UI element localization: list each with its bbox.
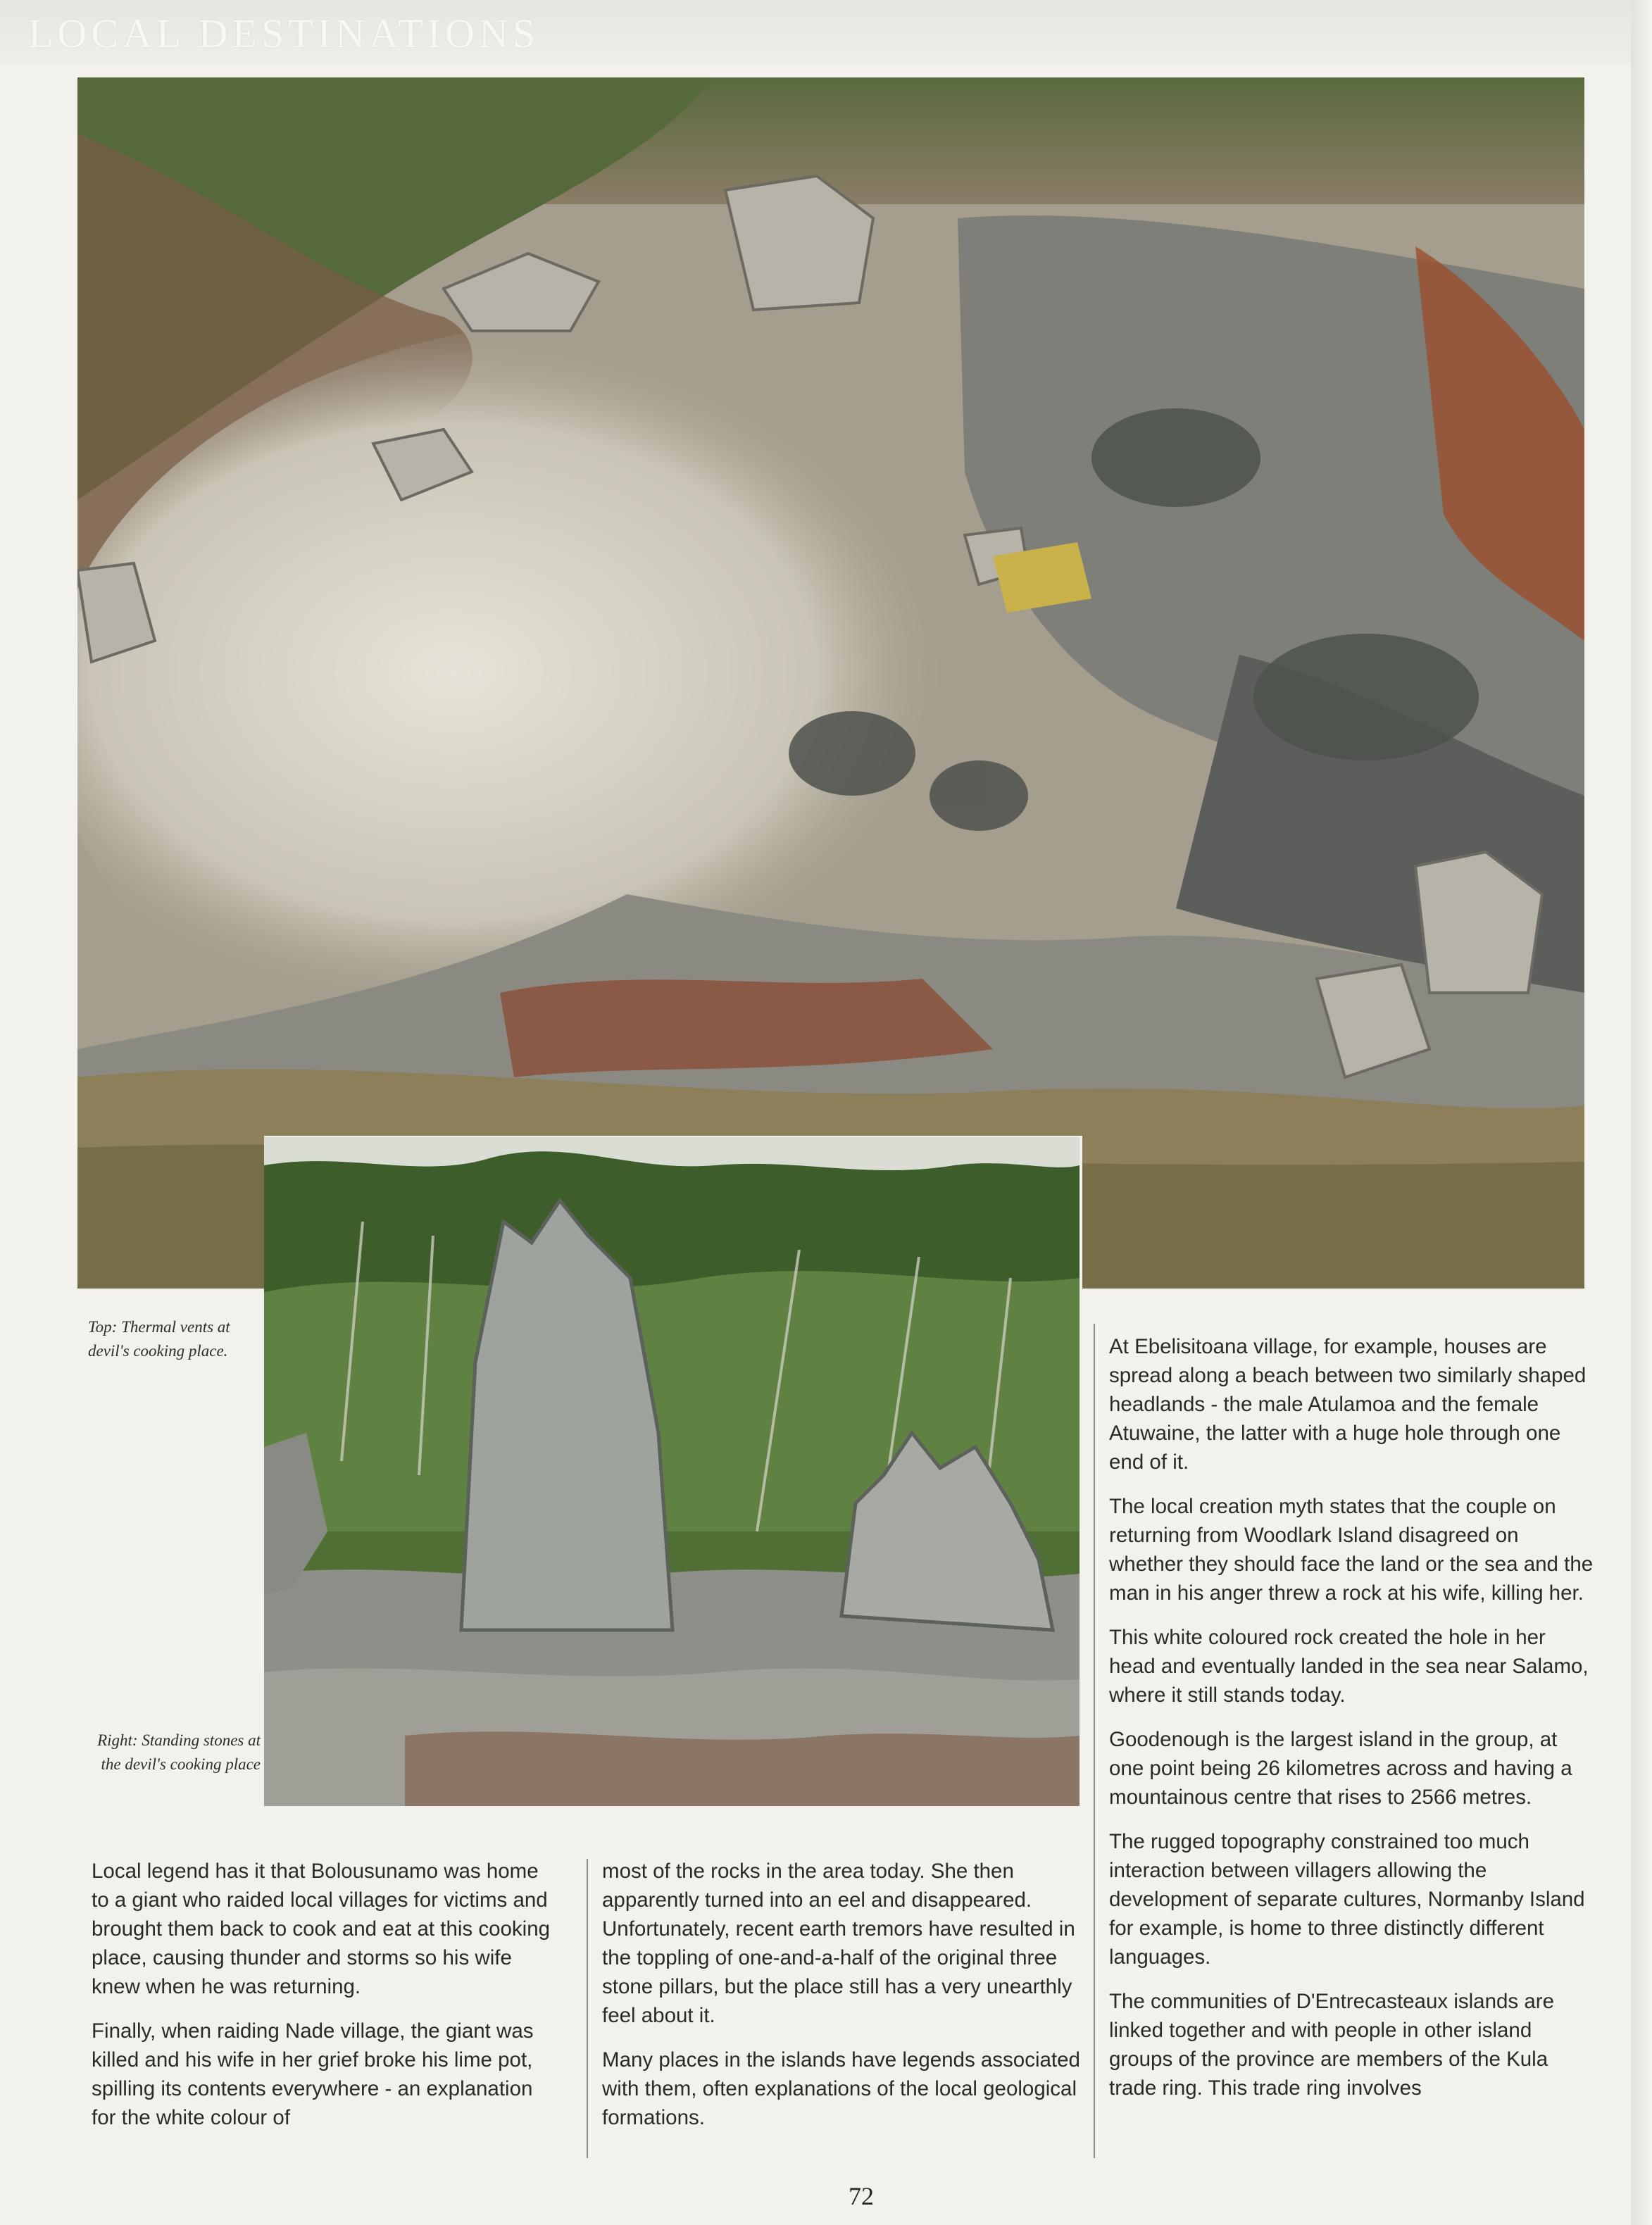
paragraph: Finally, when raiding Nade village, the giant was killed and his wife in her grief broke his lime pot, spilling its contents everywhere - an explanation for the white colour of — [92, 2019, 534, 2129]
paragraph: The communities of D'Entrecasteaux islands are linked together and with people in other island groups of the province are members of the Kula trade ring. This trade ring involves — [1109, 1990, 1554, 2100]
caption-right: Right: Standing stones at the devil's cooking place — [97, 1731, 261, 1773]
paragraph: The local creation myth states that the couple on returning from Woodlark Island disagreed on whether they should face the land or the sea and the man in his anger threw a rock at his wife, killing her. — [1109, 1495, 1594, 1605]
paragraph: Many places in the islands have legends associated with them, often explanations of the local geological formations. — [602, 2048, 1080, 2129]
text-column-left — [92, 1857, 556, 2148]
page-edge — [1631, 0, 1652, 2225]
column-rule — [1094, 1324, 1095, 2158]
paragraph: This white coloured rock created the hole in her head and eventually landed in the sea near Salamo, where it still stands today. — [1109, 1626, 1589, 1707]
section-header: LOCAL DESTINATIONS — [28, 11, 540, 56]
column-rule — [587, 1859, 588, 2158]
text-column-right — [1109, 1332, 1595, 2118]
paragraph: Local legend has it that Bolousunamo was home to a giant who raided local villages for victims and brought them back to cook and eat at this cooking place, causing thunder and storms so his wife knew when he was returning. — [92, 1860, 551, 1998]
paragraph: Goodenough is the largest island in the group, at one point being 26 kilometres across and having a mountainous centre that rises to 2566 metres. — [1109, 1728, 1572, 1809]
paragraph: most of the rocks in the area today. She then apparently turned into an eel and disappeared. Unfortunately, recent earth tremors have resulted in the toppling of one-and-a-half of the original three stone pillars, but the place still has a very unearthly feel about it. — [602, 1860, 1075, 2027]
paragraph: The rugged topography constrained too much interaction between villagers allowing the development of separate cultures, Normanby Island for example, is home to three distinctly different languages. — [1109, 1830, 1585, 1969]
paragraph: At Ebelisitoana village, for example, houses are spread along a beach between two similarly shaped headlands - the male Atulamoa and the female Atuwaine, the latter with a huge hole through one end of it. — [1109, 1335, 1587, 1474]
thermal-vents-photo — [77, 77, 1584, 1289]
text-column-middle — [602, 1857, 1081, 2148]
caption-top: Top: Thermal vents at devil's cooking place. — [88, 1318, 230, 1360]
page-number: 72 — [849, 2182, 874, 2210]
standing-stones-photo — [264, 1136, 1082, 1806]
